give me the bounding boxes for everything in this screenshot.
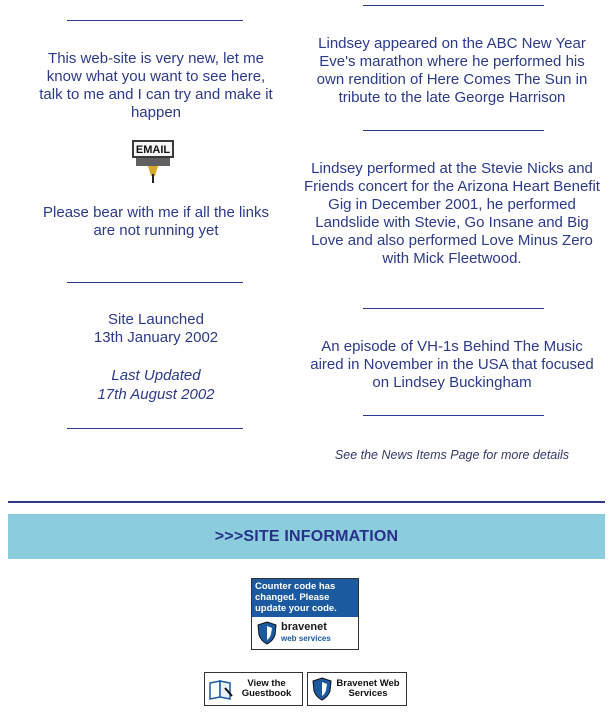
email-icon — [130, 138, 176, 184]
counter-brand-sub: web services — [281, 634, 331, 643]
site-info-bar — [8, 514, 605, 559]
intro-text: This web-site is very new, let me know what you want to see here, talk to me and I can try and make it happen — [39, 50, 273, 121]
left-divider-top — [67, 20, 243, 21]
updated-label: Last Updated — [111, 367, 201, 384]
bravenet-shield-icon — [311, 677, 333, 701]
bravenet-services-button[interactable] — [307, 672, 407, 706]
right-divider-2 — [363, 130, 544, 131]
counter-brand: bravenet — [281, 621, 327, 633]
patience-text: Please bear with me if all the links are not running yet — [43, 204, 269, 239]
bravenet-counter[interactable] — [251, 578, 359, 650]
left-divider-bottom — [67, 428, 243, 429]
counter-message: Counter code has changed. Please update your code. — [252, 579, 358, 617]
guestbook-icon — [208, 678, 234, 700]
news-item-1: Lindsey appeared on the ABC New Year Eve's marathon where he performed his own rendition of Here Comes The Sun in tribute to the late George Harrison — [316, 35, 588, 106]
launched-label: Site Launched — [108, 311, 204, 328]
launched-date: 13th January 2002 — [93, 329, 219, 346]
email-link[interactable] — [130, 138, 176, 184]
section-rule — [8, 501, 605, 503]
left-divider-mid — [67, 282, 243, 283]
site-info-title: >>>SITE INFORMATION — [214, 527, 399, 545]
svg-text:EMAIL: EMAIL — [135, 144, 171, 156]
news-items-link[interactable]: See the News Items Page for more details — [334, 448, 570, 462]
guestbook-label: View the Guestbook — [241, 678, 292, 699]
right-divider-3 — [363, 308, 544, 309]
updated-date: 17th August 2002 — [97, 386, 215, 403]
news-item-2: Lindsey performed at the Stevie Nicks and Friends concert for the Arizona Heart Benefit Gig in December 2001, he performed Landslide with Stevie, Go Insane and Big Love and also performed Love Minus Zero with Mick Fleetwood. — [304, 160, 600, 267]
right-divider-top — [363, 5, 544, 6]
view-guestbook-button[interactable] — [204, 672, 303, 706]
news-item-3: An episode of VH-1s Behind The Music aired in November in the USA that focused on Lindsey Buckingham — [310, 338, 594, 391]
bravenet-shield-icon — [256, 621, 278, 645]
bravenet-services-label: Bravenet Web Services — [336, 678, 400, 699]
right-divider-4 — [363, 415, 544, 416]
